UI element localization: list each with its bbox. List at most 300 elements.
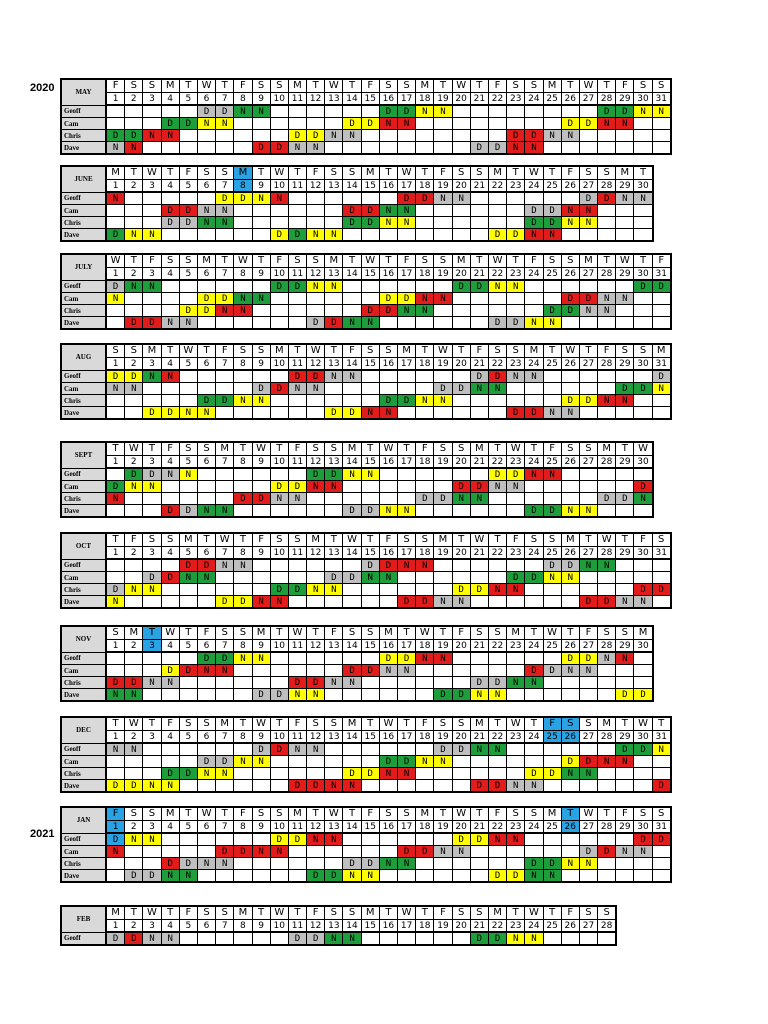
shift-cell[interactable]: D xyxy=(398,395,416,407)
shift-cell[interactable] xyxy=(179,192,197,205)
shift-cell[interactable] xyxy=(634,677,653,689)
shift-cell[interactable]: D xyxy=(325,870,343,883)
shift-cell[interactable] xyxy=(434,217,452,229)
shift-cell[interactable] xyxy=(634,118,652,130)
shift-cell[interactable] xyxy=(470,192,488,205)
shift-cell[interactable]: N xyxy=(416,105,434,118)
shift-cell[interactable] xyxy=(161,293,179,305)
shift-cell[interactable]: N xyxy=(143,130,161,142)
shift-cell[interactable] xyxy=(270,858,288,870)
shift-cell[interactable] xyxy=(398,407,416,420)
shift-cell[interactable] xyxy=(307,505,325,518)
shift-cell[interactable] xyxy=(561,689,579,702)
shift-cell[interactable] xyxy=(288,572,306,584)
shift-cell[interactable] xyxy=(598,689,616,702)
shift-cell[interactable]: N xyxy=(325,584,343,596)
shift-cell[interactable] xyxy=(325,293,343,305)
shift-cell[interactable] xyxy=(234,142,252,155)
shift-cell[interactable] xyxy=(234,833,252,846)
shift-cell[interactable]: D xyxy=(525,665,543,677)
shift-cell[interactable] xyxy=(197,383,215,395)
shift-cell[interactable]: D xyxy=(106,932,125,945)
shift-cell[interactable]: N xyxy=(234,305,252,317)
shift-cell[interactable] xyxy=(452,932,470,945)
shift-cell[interactable]: D xyxy=(106,780,125,793)
shift-cell[interactable] xyxy=(325,596,343,609)
shift-cell[interactable] xyxy=(543,932,561,945)
shift-cell[interactable]: D xyxy=(634,584,652,596)
shift-cell[interactable]: D xyxy=(307,870,325,883)
shift-cell[interactable] xyxy=(270,559,288,572)
shift-cell[interactable] xyxy=(106,305,125,317)
shift-cell[interactable] xyxy=(216,481,234,493)
shift-cell[interactable] xyxy=(234,584,252,596)
shift-cell[interactable] xyxy=(470,768,488,780)
shift-cell[interactable]: D xyxy=(598,192,616,205)
shift-cell[interactable]: D xyxy=(179,665,197,677)
shift-cell[interactable] xyxy=(343,395,361,407)
shift-cell[interactable]: N xyxy=(579,205,597,217)
shift-cell[interactable] xyxy=(452,652,470,665)
shift-cell[interactable] xyxy=(543,846,561,858)
shift-cell[interactable]: N xyxy=(616,395,634,407)
shift-cell[interactable] xyxy=(325,559,343,572)
shift-cell[interactable] xyxy=(452,665,470,677)
shift-cell[interactable] xyxy=(488,493,506,505)
shift-cell[interactable] xyxy=(143,142,161,155)
shift-cell[interactable] xyxy=(561,780,579,793)
shift-cell[interactable] xyxy=(270,572,288,584)
shift-cell[interactable]: D xyxy=(197,652,215,665)
shift-cell[interactable] xyxy=(416,370,434,383)
shift-cell[interactable] xyxy=(307,395,325,407)
shift-cell[interactable] xyxy=(234,780,252,793)
shift-cell[interactable]: D xyxy=(470,780,488,793)
shift-cell[interactable]: N xyxy=(470,689,488,702)
shift-cell[interactable] xyxy=(652,756,671,768)
shift-cell[interactable]: N xyxy=(561,130,579,142)
shift-cell[interactable]: D xyxy=(452,280,470,293)
shift-cell[interactable]: D xyxy=(252,493,270,505)
shift-cell[interactable] xyxy=(470,229,488,242)
shift-cell[interactable] xyxy=(252,407,270,420)
shift-cell[interactable] xyxy=(270,870,288,883)
shift-cell[interactable]: N xyxy=(270,493,288,505)
shift-cell[interactable]: N xyxy=(179,870,197,883)
shift-cell[interactable] xyxy=(125,652,143,665)
shift-cell[interactable] xyxy=(379,584,397,596)
shift-cell[interactable] xyxy=(543,743,561,756)
shift-cell[interactable] xyxy=(470,217,488,229)
shift-cell[interactable] xyxy=(343,481,361,493)
shift-cell[interactable] xyxy=(634,572,652,584)
shift-cell[interactable]: N xyxy=(307,142,325,155)
shift-cell[interactable]: N xyxy=(543,572,561,584)
shift-cell[interactable] xyxy=(616,280,634,293)
shift-cell[interactable]: N xyxy=(507,280,525,293)
shift-cell[interactable]: N xyxy=(106,743,125,756)
shift-cell[interactable] xyxy=(270,932,288,945)
shift-cell[interactable] xyxy=(379,468,397,481)
shift-cell[interactable] xyxy=(143,596,161,609)
shift-cell[interactable] xyxy=(470,756,488,768)
shift-cell[interactable] xyxy=(616,665,634,677)
shift-cell[interactable] xyxy=(125,205,143,217)
shift-cell[interactable]: N xyxy=(434,105,452,118)
shift-cell[interactable] xyxy=(634,142,652,155)
shift-cell[interactable] xyxy=(452,572,470,584)
shift-cell[interactable] xyxy=(598,481,616,493)
shift-cell[interactable]: N xyxy=(361,572,379,584)
shift-cell[interactable]: N xyxy=(616,293,634,305)
shift-cell[interactable] xyxy=(234,481,252,493)
shift-cell[interactable]: D xyxy=(216,652,234,665)
shift-cell[interactable]: N xyxy=(488,481,506,493)
shift-cell[interactable]: D xyxy=(416,493,434,505)
shift-cell[interactable] xyxy=(525,192,543,205)
shift-cell[interactable] xyxy=(488,846,506,858)
shift-cell[interactable] xyxy=(361,596,379,609)
shift-cell[interactable] xyxy=(143,652,161,665)
shift-cell[interactable]: N xyxy=(161,932,179,945)
shift-cell[interactable] xyxy=(416,130,434,142)
shift-cell[interactable] xyxy=(379,370,397,383)
shift-cell[interactable]: N xyxy=(216,665,234,677)
shift-cell[interactable]: N xyxy=(252,596,270,609)
shift-cell[interactable] xyxy=(579,833,597,846)
shift-cell[interactable] xyxy=(434,584,452,596)
shift-cell[interactable] xyxy=(179,932,197,945)
shift-cell[interactable] xyxy=(398,572,416,584)
shift-cell[interactable]: D xyxy=(561,652,579,665)
shift-cell[interactable]: D xyxy=(470,280,488,293)
shift-cell[interactable] xyxy=(325,768,343,780)
shift-cell[interactable] xyxy=(416,118,434,130)
shift-cell[interactable] xyxy=(452,395,470,407)
shift-cell[interactable]: D xyxy=(288,280,306,293)
shift-cell[interactable]: D xyxy=(125,780,143,793)
shift-cell[interactable]: D xyxy=(543,205,561,217)
shift-cell[interactable]: N xyxy=(361,317,379,330)
shift-cell[interactable] xyxy=(525,383,543,395)
shift-cell[interactable] xyxy=(343,584,361,596)
shift-cell[interactable] xyxy=(197,481,215,493)
shift-cell[interactable]: N xyxy=(288,743,306,756)
shift-cell[interactable] xyxy=(325,858,343,870)
shift-cell[interactable]: N xyxy=(125,229,143,242)
shift-cell[interactable]: D xyxy=(543,217,561,229)
shift-cell[interactable] xyxy=(106,395,125,407)
shift-cell[interactable]: N xyxy=(125,689,143,702)
shift-cell[interactable]: D xyxy=(398,756,416,768)
shift-cell[interactable] xyxy=(143,505,161,518)
shift-cell[interactable]: D xyxy=(343,858,361,870)
shift-cell[interactable] xyxy=(488,395,506,407)
shift-cell[interactable] xyxy=(452,217,470,229)
shift-cell[interactable] xyxy=(561,584,579,596)
shift-cell[interactable] xyxy=(343,596,361,609)
shift-cell[interactable]: D xyxy=(216,192,234,205)
shift-cell[interactable]: D xyxy=(234,596,252,609)
shift-cell[interactable] xyxy=(652,130,671,142)
shift-cell[interactable]: D xyxy=(234,192,252,205)
shift-cell[interactable] xyxy=(179,280,197,293)
shift-cell[interactable] xyxy=(252,870,270,883)
shift-cell[interactable] xyxy=(125,105,143,118)
shift-cell[interactable]: D xyxy=(470,584,488,596)
shift-cell[interactable] xyxy=(361,743,379,756)
shift-cell[interactable] xyxy=(288,846,306,858)
shift-cell[interactable]: N xyxy=(143,481,161,493)
shift-cell[interactable]: D xyxy=(634,383,652,395)
shift-cell[interactable]: N xyxy=(488,689,506,702)
shift-cell[interactable]: D xyxy=(270,481,288,493)
shift-cell[interactable] xyxy=(288,559,306,572)
shift-cell[interactable] xyxy=(507,846,525,858)
shift-cell[interactable] xyxy=(234,217,252,229)
shift-cell[interactable] xyxy=(143,217,161,229)
shift-cell[interactable] xyxy=(470,118,488,130)
shift-cell[interactable]: N xyxy=(307,229,325,242)
shift-cell[interactable] xyxy=(234,870,252,883)
shift-cell[interactable] xyxy=(125,596,143,609)
shift-cell[interactable]: N xyxy=(416,652,434,665)
shift-cell[interactable]: N xyxy=(398,217,416,229)
shift-cell[interactable] xyxy=(634,858,652,870)
shift-cell[interactable] xyxy=(379,780,397,793)
shift-cell[interactable] xyxy=(488,768,506,780)
shift-cell[interactable]: D xyxy=(488,229,506,242)
shift-cell[interactable] xyxy=(179,652,197,665)
shift-cell[interactable]: D xyxy=(343,118,361,130)
shift-cell[interactable]: D xyxy=(288,130,306,142)
shift-cell[interactable] xyxy=(488,665,506,677)
shift-cell[interactable] xyxy=(343,192,361,205)
shift-cell[interactable] xyxy=(125,293,143,305)
shift-cell[interactable]: D xyxy=(543,665,561,677)
shift-cell[interactable] xyxy=(616,130,634,142)
shift-cell[interactable]: D xyxy=(379,293,397,305)
shift-cell[interactable] xyxy=(543,780,561,793)
shift-cell[interactable]: D xyxy=(216,395,234,407)
shift-cell[interactable] xyxy=(470,652,488,665)
shift-cell[interactable]: D xyxy=(106,833,125,846)
shift-cell[interactable]: N xyxy=(561,217,579,229)
shift-cell[interactable]: D xyxy=(197,756,215,768)
shift-cell[interactable] xyxy=(161,652,179,665)
shift-cell[interactable] xyxy=(307,293,325,305)
shift-cell[interactable] xyxy=(288,652,306,665)
shift-cell[interactable]: N xyxy=(106,846,125,858)
shift-cell[interactable] xyxy=(398,743,416,756)
shift-cell[interactable] xyxy=(125,192,143,205)
shift-cell[interactable] xyxy=(307,217,325,229)
shift-cell[interactable] xyxy=(143,846,161,858)
shift-cell[interactable] xyxy=(125,395,143,407)
shift-cell[interactable] xyxy=(470,858,488,870)
shift-cell[interactable]: D xyxy=(579,118,597,130)
shift-cell[interactable]: D xyxy=(452,833,470,846)
shift-cell[interactable] xyxy=(143,192,161,205)
shift-cell[interactable] xyxy=(543,192,561,205)
shift-cell[interactable]: N xyxy=(161,468,179,481)
shift-cell[interactable]: N xyxy=(143,677,161,689)
shift-cell[interactable] xyxy=(379,493,397,505)
shift-cell[interactable] xyxy=(288,395,306,407)
shift-cell[interactable]: N xyxy=(143,280,161,293)
shift-cell[interactable] xyxy=(561,229,579,242)
shift-cell[interactable] xyxy=(634,305,652,317)
shift-cell[interactable]: N xyxy=(216,118,234,130)
shift-cell[interactable]: N xyxy=(307,584,325,596)
shift-cell[interactable] xyxy=(161,481,179,493)
shift-cell[interactable]: D xyxy=(252,689,270,702)
shift-cell[interactable]: D xyxy=(561,305,579,317)
shift-cell[interactable] xyxy=(652,118,671,130)
shift-cell[interactable]: D xyxy=(125,370,143,383)
shift-cell[interactable] xyxy=(361,142,379,155)
shift-cell[interactable]: N xyxy=(179,468,197,481)
shift-cell[interactable] xyxy=(179,481,197,493)
shift-cell[interactable]: N xyxy=(325,370,343,383)
shift-cell[interactable] xyxy=(616,229,634,242)
shift-cell[interactable]: D xyxy=(179,118,197,130)
shift-cell[interactable]: N xyxy=(488,280,506,293)
shift-cell[interactable] xyxy=(488,407,506,420)
shift-cell[interactable]: N xyxy=(106,142,125,155)
shift-cell[interactable] xyxy=(270,305,288,317)
shift-cell[interactable] xyxy=(197,468,215,481)
shift-cell[interactable]: N xyxy=(398,768,416,780)
shift-cell[interactable]: N xyxy=(197,768,215,780)
shift-cell[interactable] xyxy=(234,505,252,518)
shift-cell[interactable] xyxy=(161,142,179,155)
shift-cell[interactable]: D xyxy=(216,293,234,305)
shift-cell[interactable] xyxy=(579,370,597,383)
shift-cell[interactable] xyxy=(579,280,597,293)
shift-cell[interactable]: N xyxy=(325,481,343,493)
shift-cell[interactable] xyxy=(579,584,597,596)
shift-cell[interactable] xyxy=(106,505,125,518)
shift-cell[interactable]: N xyxy=(543,468,561,481)
shift-cell[interactable]: D xyxy=(179,305,197,317)
shift-cell[interactable]: D xyxy=(452,689,470,702)
shift-cell[interactable]: N xyxy=(179,407,197,420)
shift-cell[interactable] xyxy=(125,559,143,572)
shift-cell[interactable] xyxy=(543,584,561,596)
shift-cell[interactable] xyxy=(452,505,470,518)
shift-cell[interactable] xyxy=(470,559,488,572)
shift-cell[interactable] xyxy=(252,572,270,584)
shift-cell[interactable] xyxy=(307,665,325,677)
shift-cell[interactable]: N xyxy=(125,142,143,155)
shift-cell[interactable] xyxy=(307,105,325,118)
shift-cell[interactable]: D xyxy=(197,293,215,305)
shift-cell[interactable]: D xyxy=(252,142,270,155)
shift-cell[interactable]: D xyxy=(307,468,325,481)
shift-cell[interactable]: N xyxy=(452,192,470,205)
shift-cell[interactable] xyxy=(507,118,525,130)
shift-cell[interactable]: N xyxy=(106,293,125,305)
shift-cell[interactable] xyxy=(179,105,197,118)
shift-cell[interactable]: D xyxy=(652,280,671,293)
shift-cell[interactable]: D xyxy=(197,105,215,118)
shift-cell[interactable] xyxy=(106,559,125,572)
shift-cell[interactable] xyxy=(252,505,270,518)
shift-cell[interactable] xyxy=(598,833,616,846)
shift-cell[interactable] xyxy=(325,493,343,505)
shift-cell[interactable] xyxy=(434,870,452,883)
shift-cell[interactable] xyxy=(452,870,470,883)
shift-cell[interactable] xyxy=(598,280,616,293)
shift-cell[interactable] xyxy=(652,305,671,317)
shift-cell[interactable]: N xyxy=(507,584,525,596)
shift-cell[interactable] xyxy=(579,780,597,793)
shift-cell[interactable] xyxy=(452,858,470,870)
shift-cell[interactable]: D xyxy=(161,407,179,420)
shift-cell[interactable]: N xyxy=(398,505,416,518)
shift-cell[interactable]: D xyxy=(634,833,652,846)
shift-cell[interactable] xyxy=(561,493,579,505)
shift-cell[interactable] xyxy=(470,305,488,317)
shift-cell[interactable]: D xyxy=(452,481,470,493)
shift-cell[interactable] xyxy=(288,305,306,317)
shift-cell[interactable] xyxy=(452,559,470,572)
shift-cell[interactable] xyxy=(634,130,652,142)
shift-cell[interactable] xyxy=(579,493,597,505)
shift-cell[interactable]: D xyxy=(307,932,325,945)
shift-cell[interactable]: N xyxy=(470,743,488,756)
shift-cell[interactable]: D xyxy=(143,317,161,330)
shift-cell[interactable] xyxy=(452,118,470,130)
shift-cell[interactable] xyxy=(270,118,288,130)
shift-cell[interactable] xyxy=(616,317,634,330)
shift-cell[interactable]: D xyxy=(525,205,543,217)
shift-cell[interactable]: N xyxy=(379,858,397,870)
shift-cell[interactable] xyxy=(197,192,215,205)
shift-cell[interactable]: D xyxy=(234,846,252,858)
shift-cell[interactable]: N xyxy=(525,229,543,242)
shift-cell[interactable] xyxy=(561,317,579,330)
shift-cell[interactable]: D xyxy=(525,768,543,780)
shift-cell[interactable]: D xyxy=(616,743,634,756)
shift-cell[interactable] xyxy=(616,468,634,481)
shift-cell[interactable] xyxy=(652,572,671,584)
shift-cell[interactable] xyxy=(561,383,579,395)
shift-cell[interactable] xyxy=(161,846,179,858)
shift-cell[interactable] xyxy=(161,305,179,317)
shift-cell[interactable]: D xyxy=(470,142,488,155)
shift-cell[interactable] xyxy=(470,870,488,883)
shift-cell[interactable] xyxy=(598,229,616,242)
shift-cell[interactable]: N xyxy=(343,370,361,383)
shift-cell[interactable]: D xyxy=(343,217,361,229)
shift-cell[interactable] xyxy=(452,130,470,142)
shift-cell[interactable]: N xyxy=(561,205,579,217)
shift-cell[interactable] xyxy=(507,665,525,677)
shift-cell[interactable] xyxy=(598,142,616,155)
shift-cell[interactable]: N xyxy=(379,572,397,584)
shift-cell[interactable]: D xyxy=(488,932,506,945)
shift-cell[interactable]: D xyxy=(416,192,434,205)
shift-cell[interactable] xyxy=(416,743,434,756)
shift-cell[interactable] xyxy=(361,677,379,689)
shift-cell[interactable]: N xyxy=(179,317,197,330)
shift-cell[interactable] xyxy=(143,743,161,756)
shift-cell[interactable]: N xyxy=(525,870,543,883)
shift-cell[interactable] xyxy=(179,293,197,305)
shift-cell[interactable] xyxy=(416,317,434,330)
